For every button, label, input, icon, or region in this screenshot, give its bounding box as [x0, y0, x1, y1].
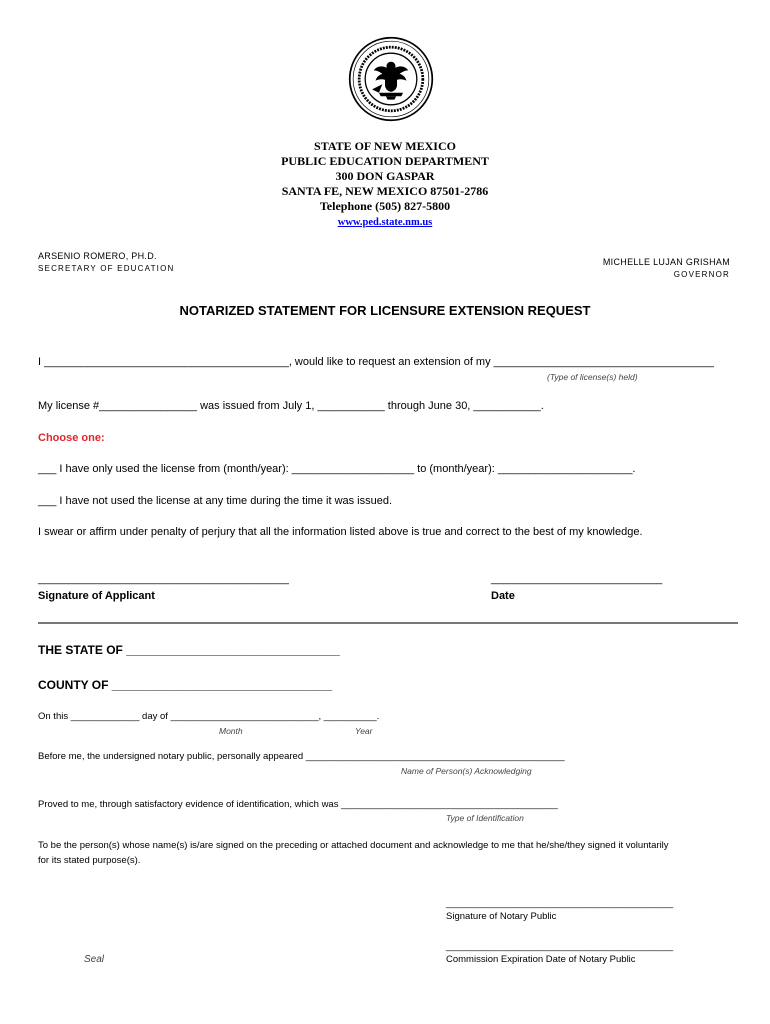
- header-website-link[interactable]: www.ped.state.nm.us: [337, 217, 433, 228]
- county-of-line[interactable]: COUNTY OF _________________________________: [38, 678, 333, 692]
- commission-line[interactable]: ___________________________________________: [446, 941, 674, 952]
- notary-signature-line[interactable]: ___________________________________________: [446, 898, 674, 909]
- persons-caption: Name of Person(s) Acknowledging: [401, 766, 532, 776]
- secretary-name: ARSENIO ROMERO, PH.D.: [38, 251, 157, 261]
- month-caption: Month: [219, 726, 243, 736]
- option-not-used-license[interactable]: ___ I have not used the license at any time during the time it was issued.: [38, 495, 393, 507]
- governor-title: GOVERNOR: [673, 270, 730, 279]
- on-this-day-line[interactable]: On this _____________ day of ____________________________, __________.: [38, 711, 380, 722]
- secretary-title: SECRETARY OF EDUCATION: [38, 264, 175, 273]
- choose-one-label: Choose one:: [38, 432, 105, 444]
- form-title: NOTARIZED STATEMENT FOR LICENSURE EXTENSION REQUEST: [179, 303, 591, 318]
- before-me-line[interactable]: Before me, the undersigned notary public, personally appeared _________________________________________________: [38, 751, 565, 762]
- applicant-signature-line[interactable]: _________________________________________: [38, 573, 289, 585]
- header-street: 300 DON GASPAR: [335, 169, 435, 183]
- state-of-line[interactable]: THE STATE OF ________________________________: [38, 643, 340, 657]
- governor-name: MICHELLE LUJAN GRISHAM: [602, 257, 730, 267]
- license-issue-line[interactable]: My license #________________ was issued from July 1, ___________ through June 30, ___________.: [38, 400, 544, 412]
- seal-label: Seal: [84, 954, 105, 965]
- applicant-signature-label: Signature of Applicant: [38, 590, 155, 602]
- date-line[interactable]: ____________________________: [491, 573, 663, 585]
- option-used-license[interactable]: ___ I have only used the license from (month/year): ____________________ to (month/year): ______________________.: [38, 463, 636, 475]
- header-department: PUBLIC EDUCATION DEPARTMENT: [281, 154, 489, 168]
- acknowledgement-text-2: for its stated purpose(s).: [38, 855, 141, 866]
- acknowledgement-text-1: To be the person(s) whose name(s) is/are signed on the preceding or attached document and acknowledge to me that he/she/they signed it voluntarily: [38, 840, 669, 851]
- license-type-caption: (Type of license(s) held): [547, 372, 638, 382]
- request-line[interactable]: I ________________________________________, would like to request an extension of my ____________________________________: [38, 356, 714, 368]
- swear-statement: I swear or affirm under penalty of perjury that all the information listed above is true and correct to the best of my knowledge.: [38, 526, 643, 538]
- date-label: Date: [491, 590, 515, 602]
- header-state: STATE OF NEW MEXICO: [314, 139, 456, 153]
- proved-line[interactable]: Proved to me, through satisfactory evidence of identification, which was _________________________________________: [38, 799, 558, 810]
- commission-label: Commission Expiration Date of Notary Public: [446, 954, 636, 965]
- identification-caption: Type of Identification: [446, 813, 524, 823]
- section-divider: [38, 622, 738, 624]
- state-seal-icon: [348, 36, 434, 122]
- header-city: SANTA FE, NEW MEXICO 87501-2786: [281, 184, 489, 198]
- year-caption: Year: [355, 726, 373, 736]
- header-telephone: Telephone (505) 827-5800: [319, 199, 451, 213]
- notary-signature-label: Signature of Notary Public: [446, 911, 557, 922]
